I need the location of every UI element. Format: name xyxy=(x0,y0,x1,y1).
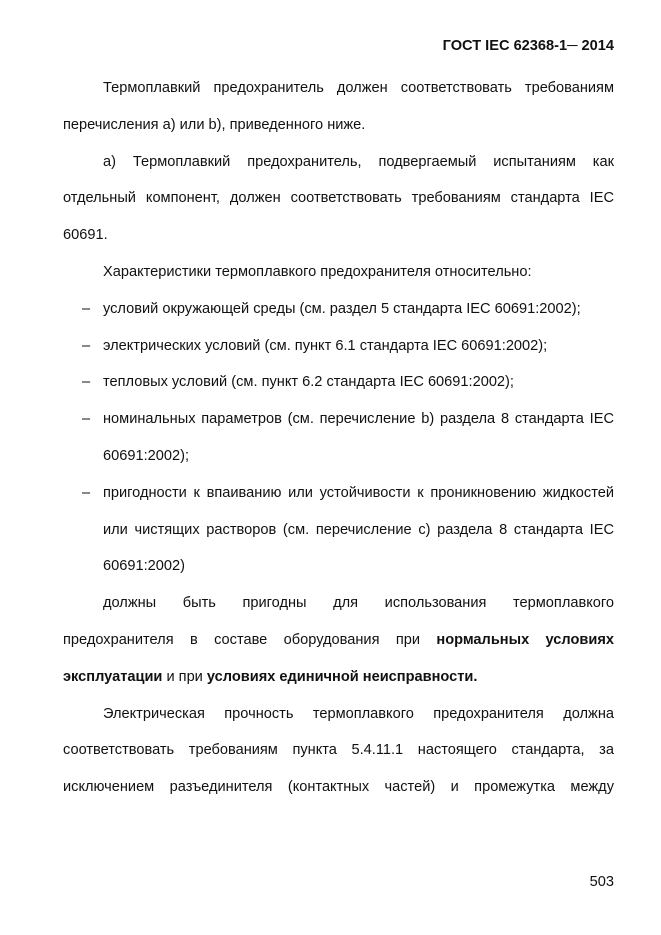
document-header: ГОСТ IEC 62368-1─ 2014 xyxy=(442,38,614,54)
list-item xyxy=(63,291,614,328)
term-normal-operating-conditions: нормальных условиях эксплуатации xyxy=(63,631,614,685)
suitability-text-start: должны быть пригодны для использования термоплавкого предохранителя в составе оборудования при xyxy=(63,595,614,648)
paragraph-item-a: a) Термоплавкий предохранитель, подвергаемый испытаниям как отдельный компонент, должен соответствовать требованиям стандарта IEC 60691. xyxy=(63,153,614,244)
list-dash: – xyxy=(82,300,91,317)
list-dash: – xyxy=(82,337,91,354)
paragraph-electric-strength: Электрическая прочность термоплавкого предохранителя должна соответствовать требованиям пункта 5.4.11.1 настоящего стандарта, за исключением разъединителя (контактных частей) и промежутка между xyxy=(63,705,614,796)
list-item-text: тепловых условий (см. пункт 6.2 стандарта IEC 60691:2002); xyxy=(103,374,514,391)
suitability-text-mid: и при xyxy=(162,668,207,685)
list-dash: – xyxy=(82,484,91,501)
paragraph-fuse-requirements: Термоплавкий предохранитель должен соответствовать требованиям перечисления a) или b), приведенного ниже. xyxy=(63,80,614,133)
list-item-text: пригодности к впаиванию или устойчивости к проникновению жидкостей или чистящих растворов (см. перечисление c) раздела 8 стандарта IEC 60691:2002) xyxy=(103,484,614,575)
page-number: 503 xyxy=(589,874,614,890)
list-dash: – xyxy=(82,374,91,391)
page-body xyxy=(63,70,614,806)
list-item-text: номинальных параметров (см. перечисление b) раздела 8 стандарта IEC 60691:2002); xyxy=(103,411,614,464)
list-item-text: условий окружающей среды (см. раздел 5 стандарта IEC 60691:2002); xyxy=(103,300,581,317)
term-single-fault-conditions: условиях единичной неисправности. xyxy=(206,668,478,685)
list-item xyxy=(63,328,614,365)
list-item xyxy=(63,401,614,475)
list-item xyxy=(63,475,614,585)
paragraph-characteristics-intro: Характеристики термоплавкого предохранителя относительно: xyxy=(103,263,532,280)
list-item-text: электрических условий (см. пункт 6.1 стандарта IEC 60691:2002); xyxy=(103,337,548,354)
list-dash: – xyxy=(82,411,91,428)
paragraph-suitability xyxy=(63,585,614,695)
list-item xyxy=(63,364,614,401)
